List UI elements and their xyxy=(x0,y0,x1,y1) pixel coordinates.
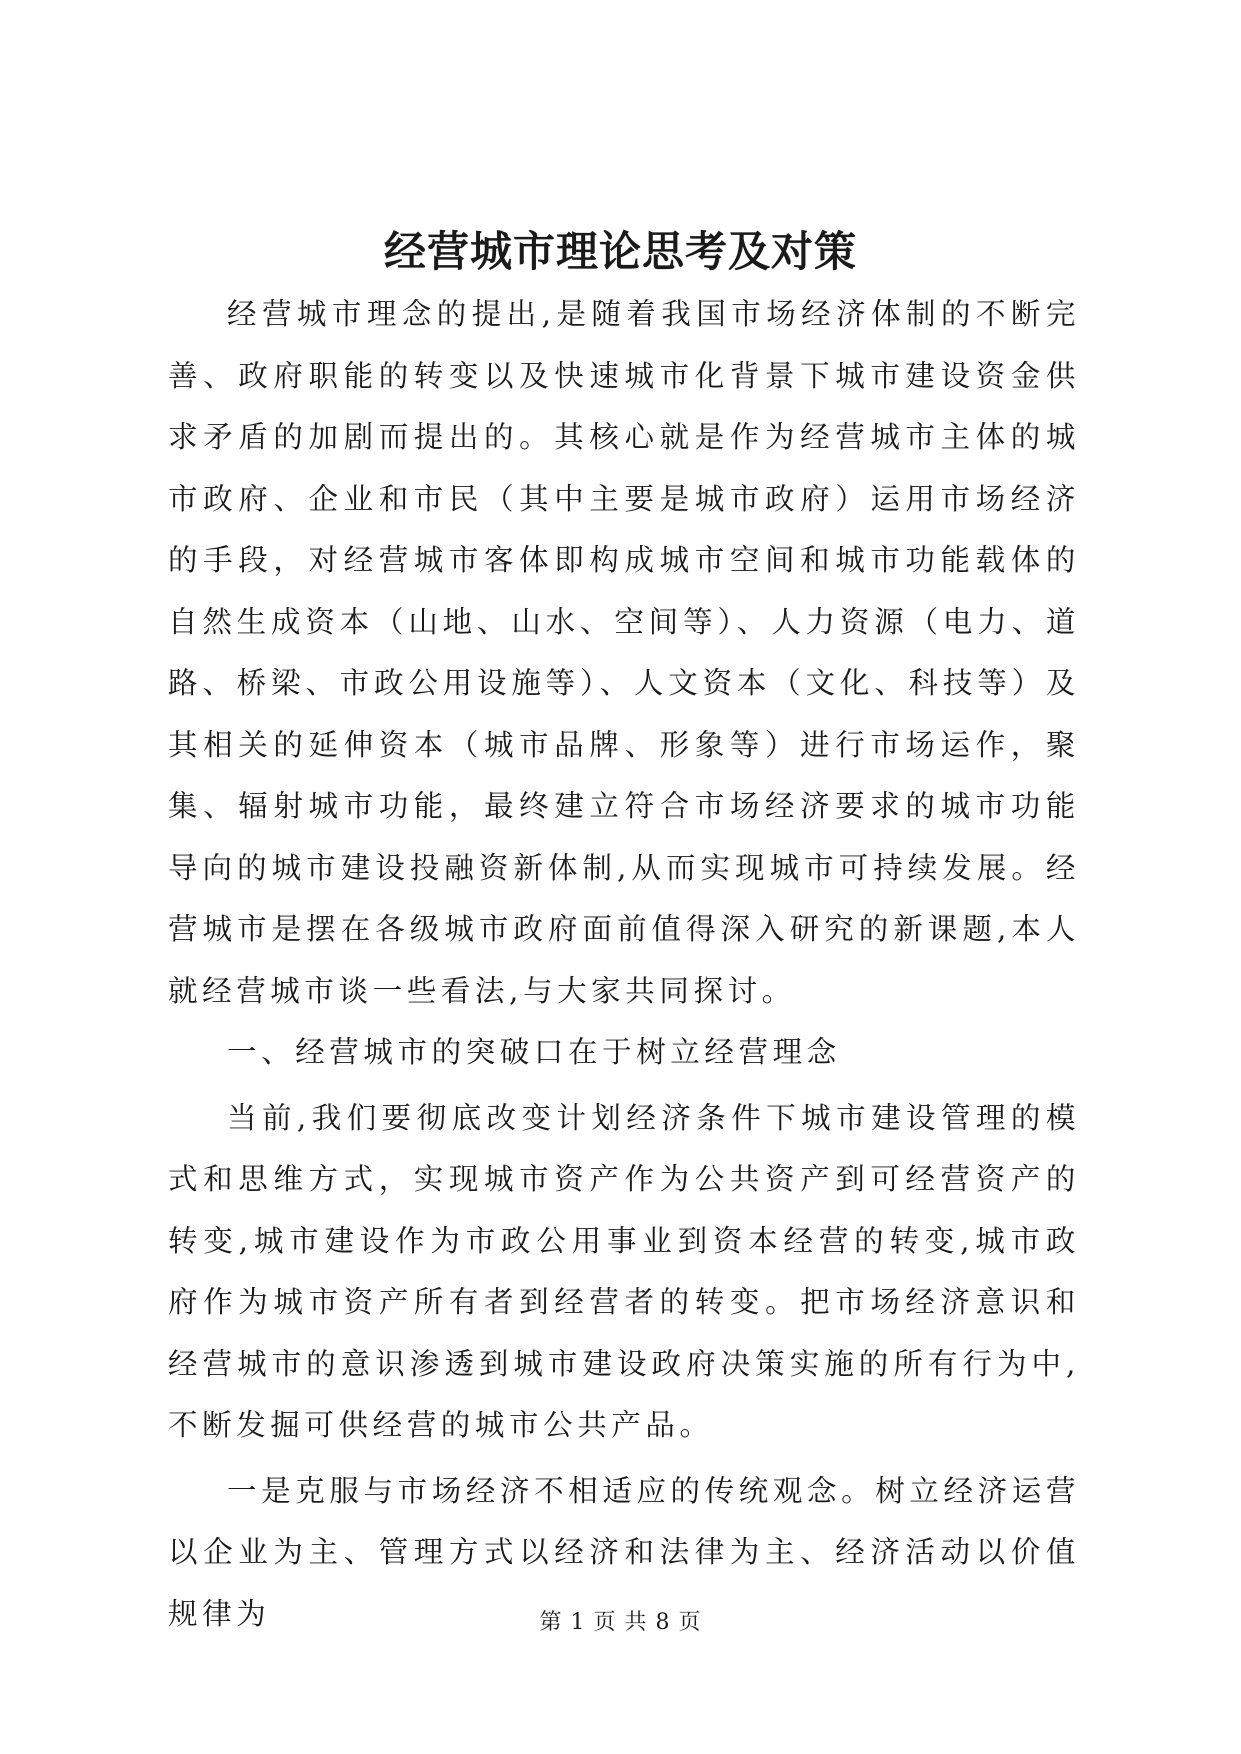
section-heading: 一、经营城市的突破口在于树立经营理念 xyxy=(227,1035,841,1069)
page-number: 第 1 页 共 8 页 xyxy=(539,1610,702,1635)
intro-paragraph: 经营城市理念的提出,是随着我国市场经济体制的不断完善、政府职能的转变以及快速城市化背景下城市建设资金供求矛盾的加剧而提出的。其核心就是作为经营城市主体的城市政府、企业和市民（其中主要是城市政府）运用市场经济的手段，对经营城市客体即构成城市空间和城市功能载体的自然生成资本（山地、山水、空间等）、人力资源（电力、道路、桥梁、市政公用设施等）、人文资本（文化、科技等）及其相关的延伸资本（城市品牌、形象等）进行市场运作，聚集、辐射城市功能，最终建立符合市场经济要求的城市功能导向的城市建设投融资新体制,从而实现城市可持续发展。经营城市是摆在各级城市政府面前值得深入研究的新课题,本人就经营城市谈一些看法,与大家共同探讨。 xyxy=(168,297,1080,1008)
body-paragraph: 当前,我们要彻底改变计划经济条件下城市建设管理的模式和思维方式，实现城市资产作为公共资产到可经营资产的转变,城市建设作为市政公用事业到资本经营的转变,城市政府作为城市资产所有者到经营者的转变。把市场经济意识和经营城市的意识渗透到城市建设政府决策实施的所有行为中,不断发掘可供经营的城市公共产品。 xyxy=(168,1100,1080,1442)
document-title: 经营城市理论思考及对策 xyxy=(383,227,857,276)
document-body xyxy=(168,284,1080,1645)
body-paragraph: 一是克服与市场经济不相适应的传统观念。树立经济运营以企业为主、管理方式以经济和法律为主、经济活动以价值规律为 xyxy=(168,1473,1080,1631)
